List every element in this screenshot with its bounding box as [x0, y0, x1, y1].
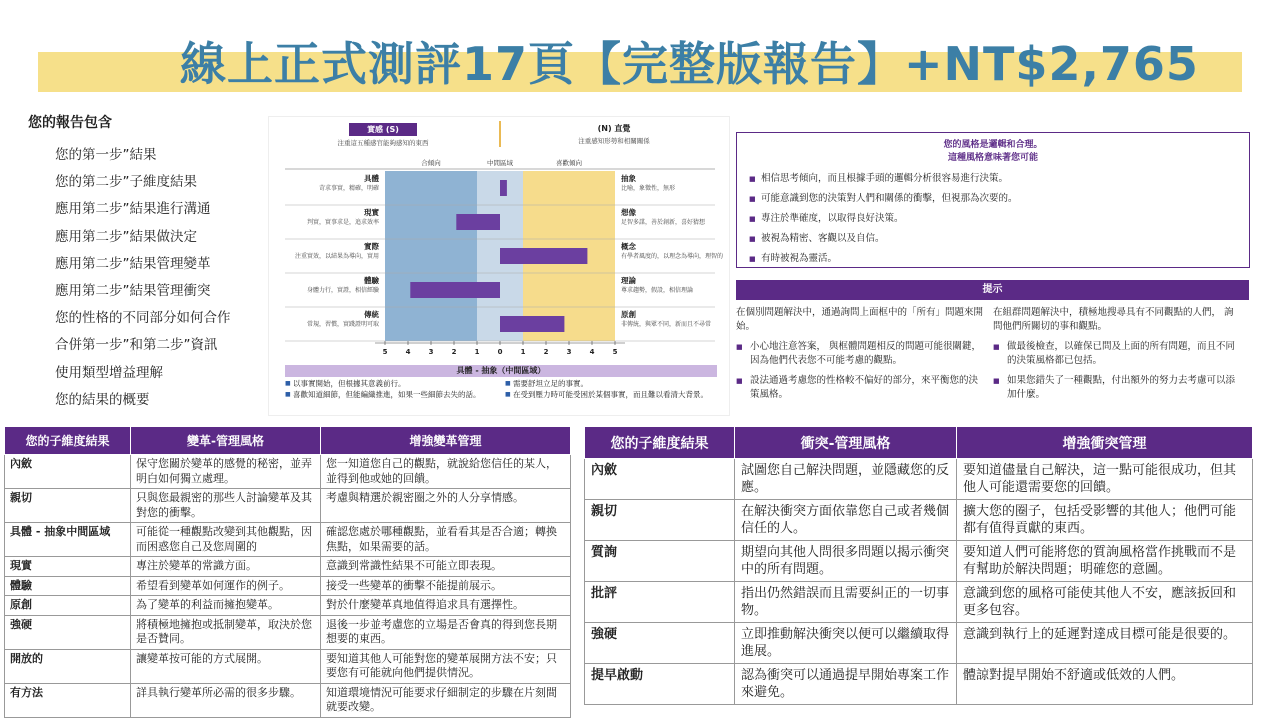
chart-notes	[285, 379, 725, 400]
table-row	[585, 500, 1253, 541]
enhance-cell: 知道環境情況可能要求仔細制定的步驟在片刻間就要改變。	[321, 683, 571, 717]
decision-style-panel	[736, 132, 1250, 268]
facet-label-right: 想像	[621, 208, 636, 217]
contents-item: 應用第二步”結果進行溝通	[55, 201, 211, 218]
facet-cell: 親切	[5, 489, 131, 523]
intuition-title: (N) 直覺	[597, 124, 631, 133]
style-cell: 認為衝突可以通過提早開始專案工作來避免。	[735, 664, 957, 705]
style-cell: 指出仍然錯誤而且需要糾正的一切事物。	[735, 582, 957, 623]
style-title: 您的風格是邏輯和合理。	[943, 140, 1043, 150]
facet-bar	[456, 214, 500, 230]
tips-intro: 在個別問題解決中，通過詢問上面框中的「所有」問題來開始。	[736, 307, 984, 332]
column-header: 您的子維度結果	[5, 427, 131, 455]
table-header-row	[5, 427, 571, 455]
conflict-management-table	[584, 426, 1253, 705]
column-header: 增強衝突管理	[957, 427, 1253, 459]
style-cell: 期望向其他人問很多問題以揭示衝突中的所有問題。	[735, 541, 957, 582]
x-tick-label: 3	[428, 348, 434, 356]
tips-intro: 在組群問題解決中，積極地搜尋具有不同觀點的人們， 詢問他們所關切的事和觀點。	[993, 307, 1234, 332]
table-row	[585, 623, 1253, 664]
facet-label-right: 抽象	[621, 174, 636, 183]
facet-cell: 原創	[5, 596, 131, 616]
facet-desc-right: 非傳統，與眾不同，新而且不尋常	[621, 321, 712, 328]
facet-cell: 親切	[585, 500, 735, 541]
enhance-cell: 意識到您的風格可能使其他人不安，應該扳回和更多包容。	[957, 582, 1253, 623]
facet-bar	[500, 248, 587, 264]
enhance-cell: 要知道儘量自己解決，這一點可能很成功，但其他人可能還需要您的回饋。	[957, 459, 1253, 500]
enhance-cell: 擴大您的圈子，包括受影響的其他人；他們可能都有值得貢獻的東西。	[957, 500, 1253, 541]
facet-label-left: 現實	[364, 208, 379, 217]
style-cell: 保守您關於變革的感覺的秘密，並弄明白如何獨立處理。	[131, 455, 321, 489]
style-cell: 讓變革按可能的方式展開。	[131, 649, 321, 683]
x-tick-label: 2	[543, 348, 549, 356]
style-cell: 試圖您自己解決問題，並隱藏您的反應。	[735, 459, 957, 500]
table-row	[5, 596, 571, 616]
facet-desc-left: 判實，實事求是，追求效率	[306, 219, 379, 226]
facet-bar	[500, 180, 507, 196]
table-row	[5, 576, 571, 596]
table-row	[5, 489, 571, 523]
facet-desc-right: 足智多謀，善於創新，喜好猜想	[621, 219, 706, 226]
facet-chart-card	[268, 116, 730, 416]
contents-item: 您的結果的概要	[55, 391, 150, 408]
facet-desc-left: 苛求事實，精確，明確	[318, 185, 379, 192]
facet-cell: 內斂	[585, 459, 735, 500]
facet-desc-left: 常規，習慣，實踐證明可取	[306, 321, 379, 328]
x-tick-label: 3	[566, 348, 572, 356]
facet-cell: 體驗	[5, 576, 131, 596]
zone-label-left: 合傾向	[421, 159, 441, 167]
enhance-cell: 接受一些變革的衝擊不能提前展示。	[321, 576, 571, 596]
chart-notes-left	[285, 379, 505, 400]
tips-list	[736, 340, 985, 402]
style-list	[737, 169, 1249, 269]
chart-note: ■ 需要舒坦立足的事實。	[505, 379, 719, 389]
table-row	[5, 557, 571, 577]
facet-label-left: 傳統	[364, 310, 379, 319]
tips-right	[993, 306, 1250, 410]
enhance-cell: 意識到執行上的延遲對達成目標可能是很要的。	[957, 623, 1253, 664]
table-row	[5, 649, 571, 683]
facet-cell: 內斂	[5, 455, 131, 489]
tips-header: 提示	[736, 280, 1249, 300]
tip-item: ■ 設法通過考慮您的性格較不偏好的部分，來平衡您的決策風格。	[736, 374, 985, 402]
style-item: ■ 相信思考傾向，而且根據手頭的邏輯分析很容易進行決策。	[749, 169, 1249, 189]
style-cell: 立即推動解決衝突以便可以繼續取得進展。	[735, 623, 957, 664]
change-management-table	[4, 426, 571, 718]
x-tick-label: 2	[451, 348, 457, 356]
x-tick-label: 4	[589, 348, 595, 356]
x-tick-label: 4	[405, 348, 411, 356]
facet-bar	[410, 282, 500, 298]
style-cell: 將積極地擁抱或抵制變革，取決於您是否贊同。	[131, 615, 321, 649]
style-cell: 詳具執行變革所必需的很多步驟。	[131, 683, 321, 717]
enhance-cell: 體諒對提早開始不舒適或低效的人們。	[957, 664, 1253, 705]
zone-label-right: 喜歡傾向	[556, 159, 582, 167]
intuition-subtitle: 注重感知形勢和相關關係	[578, 137, 650, 145]
style-cell: 在解決衝突方面依靠您自己或者幾個信任的人。	[735, 500, 957, 541]
style-cell: 只與您最親密的那些人討論變革及其對您的衝擊。	[131, 489, 321, 523]
facet-label-left: 實際	[364, 242, 379, 251]
contents-item: 應用第二步”結果管理變革	[55, 255, 211, 272]
column-header: 增強變革管理	[321, 427, 571, 455]
x-tick-label: 0	[497, 348, 503, 356]
column-header: 變革-管理風格	[131, 427, 321, 455]
x-tick-label: 1	[520, 348, 526, 356]
facet-cell: 開放的	[5, 649, 131, 683]
facet-cell: 具體 - 抽象中間區域	[5, 523, 131, 557]
enhance-cell: 考慮與精選於親密圈之外的人分享情感。	[321, 489, 571, 523]
facet-cell: 有方法	[5, 683, 131, 717]
contents-item: 您的第二步”子維度結果	[55, 174, 197, 191]
style-cell: 可能從一種觀點改變到其他觀點，因而困惑您自己及您周圍的	[131, 523, 321, 557]
contents-item: 應用第二步”結果管理衝突	[55, 282, 211, 299]
table-row	[585, 582, 1253, 623]
contents-item: 您的性格的不同部分如何合作	[55, 310, 231, 327]
chart-notes-right	[505, 379, 725, 400]
sensing-subtitle: 注重這五種感官能夠感知的東西	[337, 139, 429, 147]
style-cell: 希望看到變革如何運作的例子。	[131, 576, 321, 596]
table-header-row	[585, 427, 1253, 459]
facet-label-right: 理論	[621, 276, 636, 285]
facet-cell: 現實	[5, 557, 131, 577]
table-row	[585, 459, 1253, 500]
enhance-cell: 對於什麼變革真地值得追求具有選擇性。	[321, 596, 571, 616]
facet-label-right: 原創	[621, 310, 636, 319]
enhance-cell: 要知道其他人可能對您的變革展開方法不安；只要您有可能就向他們提供情況。	[321, 649, 571, 683]
enhance-cell: 退後一步並考慮您的立場是否會真的得到您長期想要的東西。	[321, 615, 571, 649]
style-item: ■ 被視為精密、客觀以及自信。	[749, 229, 1249, 249]
facet-label-left: 具體	[364, 174, 379, 183]
facet-desc-right: 比喻，象徵性，無形	[621, 185, 676, 192]
report-contents	[28, 112, 258, 412]
table-row	[5, 455, 571, 489]
contents-item: 應用第二步”結果做決定	[55, 228, 197, 245]
table-row	[585, 664, 1253, 705]
enhance-cell: 確認您處於哪種觀點，並看看其是否合適；轉換焦點，如果需要的話。	[321, 523, 571, 557]
style-cell: 為了變革的利益而擁抱變革。	[131, 596, 321, 616]
contents-item: 您的第一步”結果	[55, 147, 157, 163]
contents-item: 使用類型增益理解	[55, 364, 163, 381]
sensing-pill: 實感 (S)	[349, 123, 417, 136]
tips-left	[736, 306, 993, 410]
tips-list	[993, 340, 1242, 402]
style-cell: 專注於變革的常識方面。	[131, 557, 321, 577]
style-subtitle: 這種風格意味著您可能	[947, 153, 1038, 163]
facet-cell: 質詢	[585, 541, 735, 582]
facet-cell: 批評	[585, 582, 735, 623]
contents-heading: 您的報告包含	[28, 115, 112, 131]
table-row	[5, 523, 571, 557]
table-row	[5, 683, 571, 717]
style-item: ■ 有時被視為靈活。	[749, 249, 1249, 269]
facet-chart	[269, 117, 731, 367]
facet-desc-right: 尊求趨勢，假設，相信理論	[621, 287, 694, 294]
contents-item: 合併第一步”和第二步”資訊	[55, 337, 218, 354]
facet-cell: 強硬	[585, 623, 735, 664]
contents-list	[28, 142, 258, 414]
chart-note: ■ 在受到壓力時可能受困於某個事實，而且難以看清大背景。	[505, 390, 719, 400]
table-row	[585, 541, 1253, 582]
tip-item: ■ 如果您錯失了一種觀點，付出額外的努力去考慮可以添加什麼。	[993, 374, 1242, 402]
facet-bar	[500, 316, 564, 332]
facet-label-left: 體驗	[364, 276, 379, 285]
table-row	[5, 615, 571, 649]
x-tick-label: 5	[382, 348, 388, 356]
chart-note: ■ 以事實開始，但根據其意義前行。	[285, 379, 499, 389]
enhance-cell: 意識到常識性結果不可能立即表現。	[321, 557, 571, 577]
facet-cell: 強硬	[5, 615, 131, 649]
facet-desc-right: 有學者風度的，以理念為導向，理智的	[621, 253, 724, 260]
zone-label-mid: 中間區域	[487, 159, 513, 167]
enhance-cell: 您一知道您自己的觀點，就說給您信任的某人，並得到他或她的回饋。	[321, 455, 571, 489]
facet-label-right: 概念	[621, 242, 636, 251]
facet-desc-left: 注重實效，以結果為導向，實用	[294, 253, 379, 260]
style-item: ■ 專注於準確度，以取得良好決策。	[749, 209, 1249, 229]
x-tick-label: 5	[612, 348, 618, 356]
tips-body	[736, 306, 1250, 410]
enhance-cell: 要知道人們可能將您的質詢風格當作挑戰而不是有幫助於解決問題；明確您的意圖。	[957, 541, 1253, 582]
facet-cell: 提早啟動	[585, 664, 735, 705]
x-tick-label: 1	[474, 348, 480, 356]
left-zone	[385, 171, 477, 341]
tip-item: ■ 做最後檢查，以確保已問及上面的所有問題，而且不同的決策風格都已包括。	[993, 340, 1242, 368]
column-header: 衝突-管理風格	[735, 427, 957, 459]
banner-title: 線上正式測評17頁【完整版報告】+NT$2,765	[180, 37, 1199, 91]
facet-desc-left: 身體力行，實證，相信經驗	[306, 287, 379, 294]
chart-note: ■ 喜歡知道細節，但能編織推進，如果一些細節去失的話。	[285, 390, 499, 400]
midzone-bar: 具體 - 抽象（中間區域）	[285, 365, 717, 377]
tip-item: ■ 小心地注意答案， 與框體問題相反的問題可能很關鍵，因為他們代表您不可能考慮的觀點。	[736, 340, 985, 368]
style-item: ■ 可能意識到您的決策對人們和關係的衝擊，但視那為次要的。	[749, 189, 1249, 209]
column-header: 您的子維度結果	[585, 427, 735, 459]
